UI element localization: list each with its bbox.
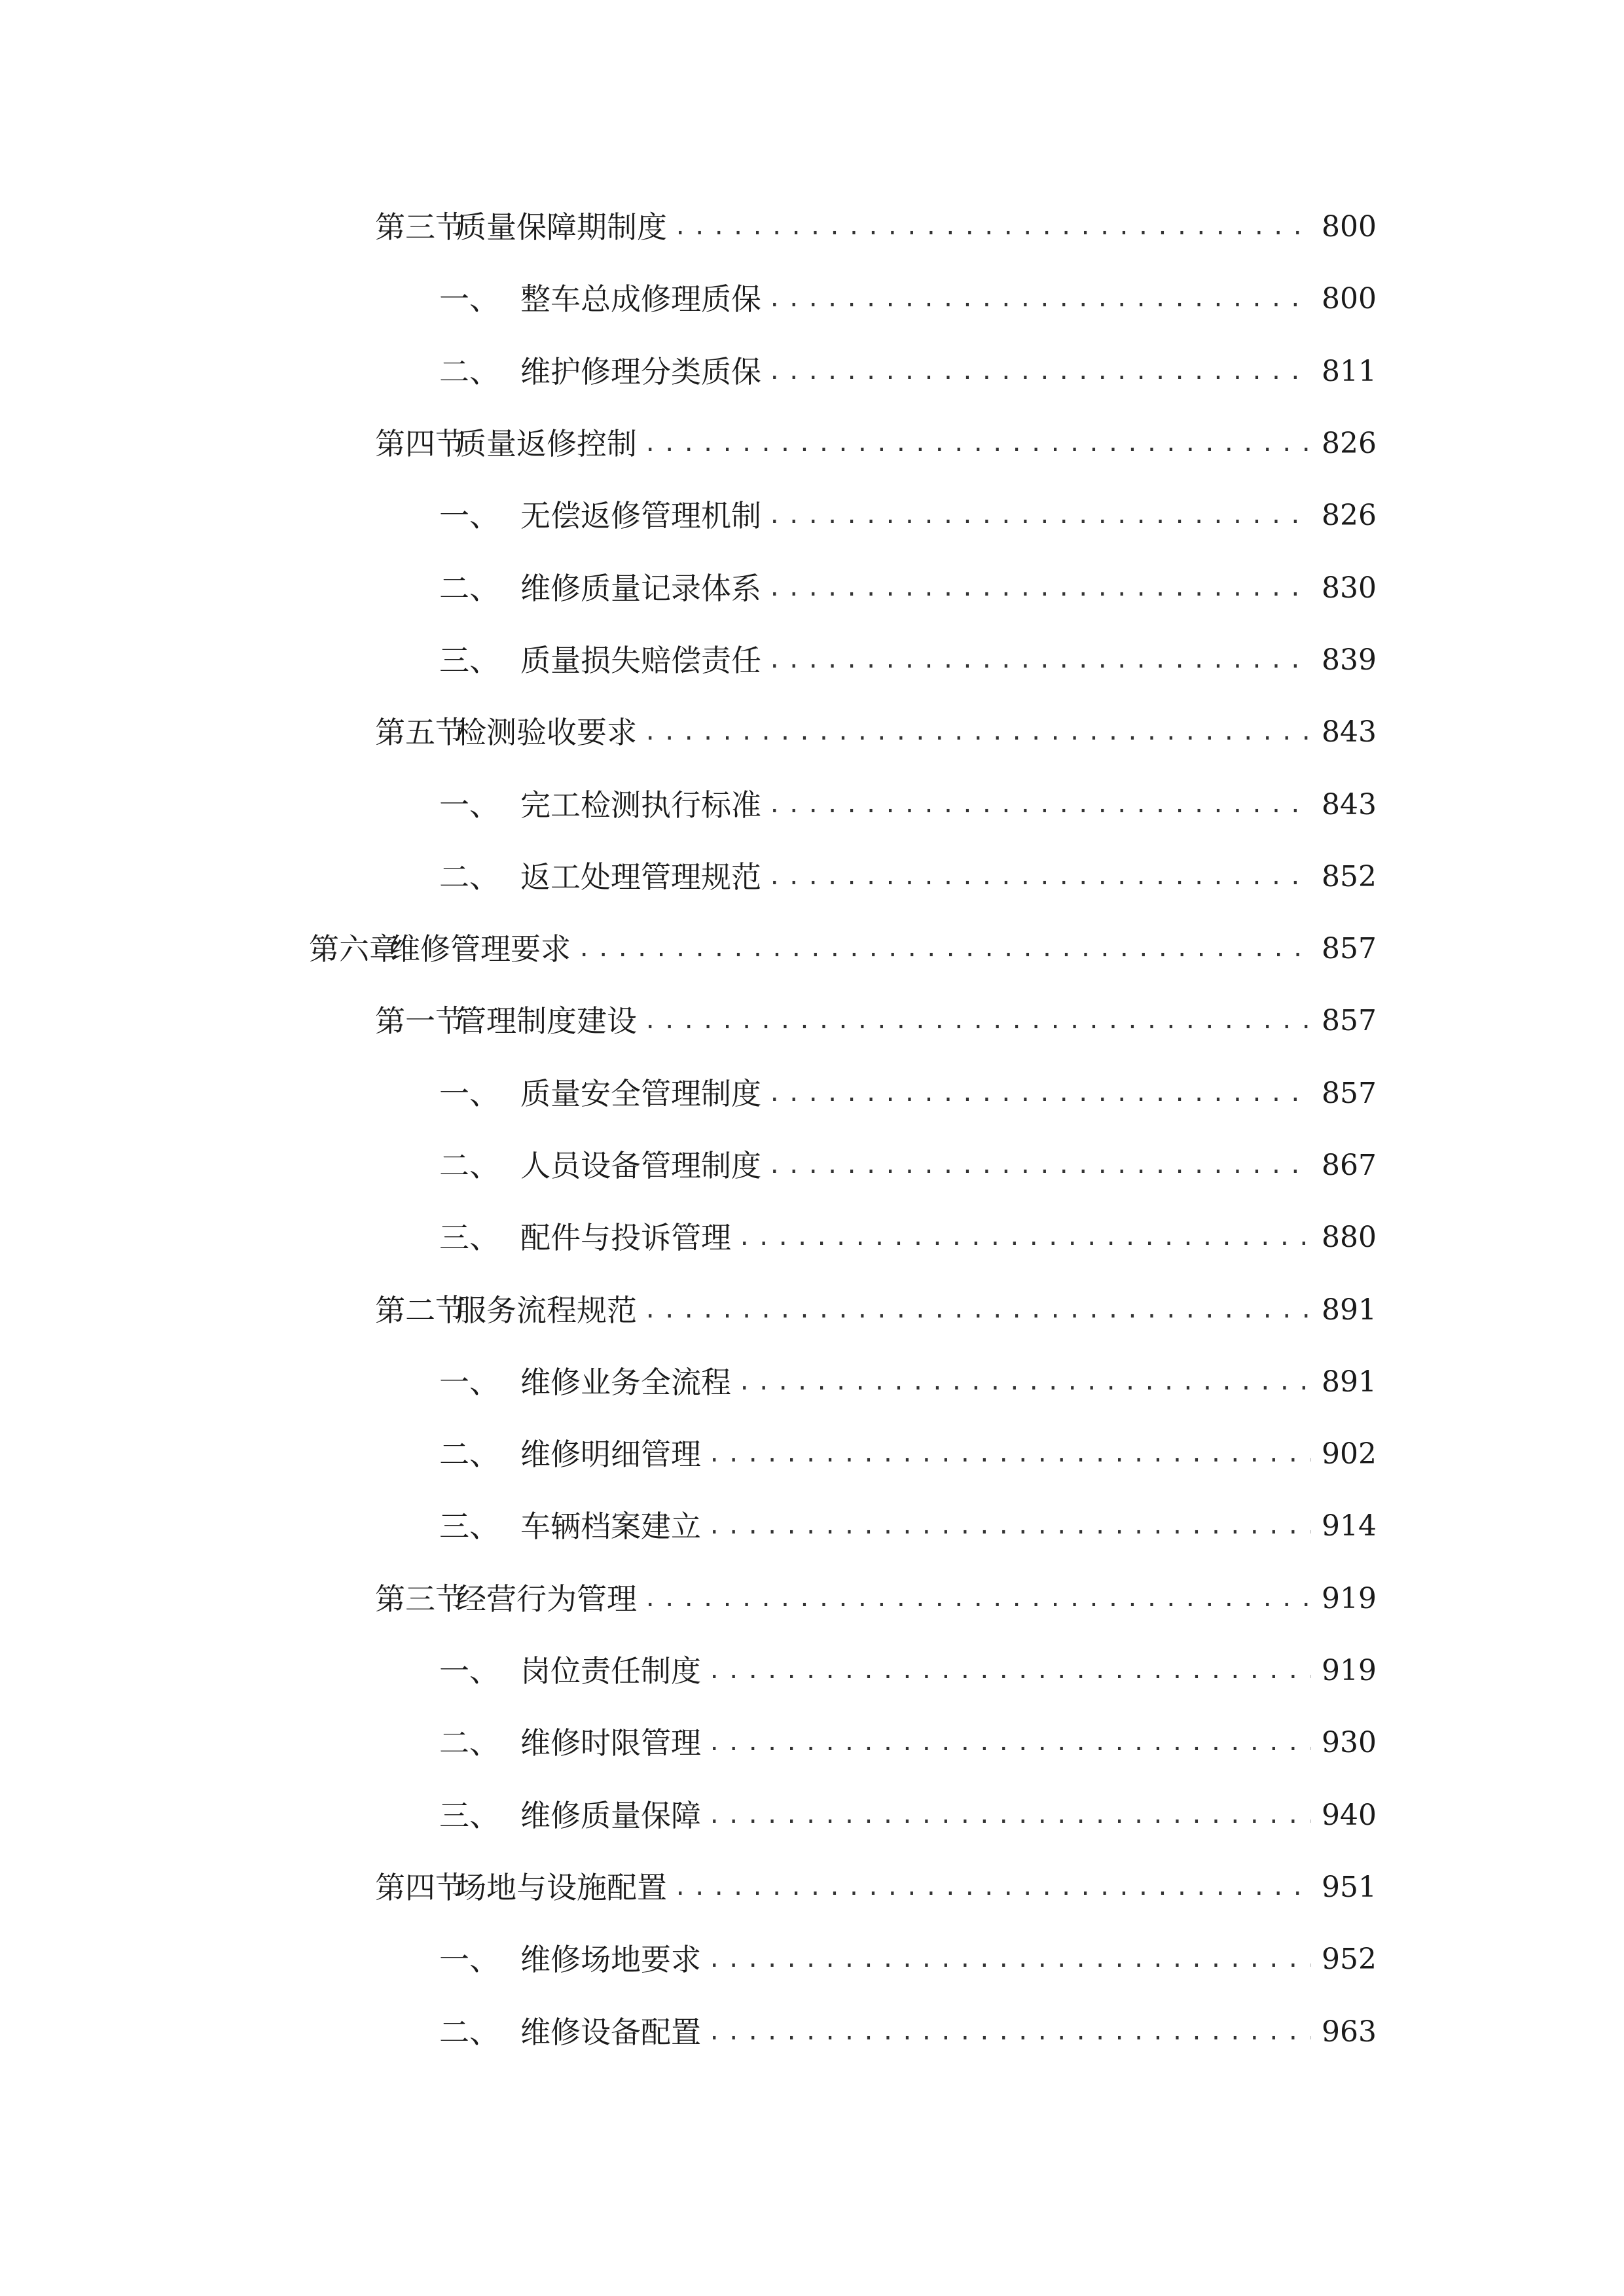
dot-leader [674, 216, 1311, 246]
toc-entry-title: 维修管理要求 [390, 931, 571, 967]
toc-entry-page: 891 [1322, 1293, 1377, 1327]
toc-entry-title: 检测验收要求 [456, 715, 637, 751]
toc-entry-page: 919 [1322, 1654, 1377, 1688]
toc-entry-title: 整车总成修理质保 [520, 281, 761, 317]
toc-entry-number: 二、 [439, 353, 499, 389]
toc-entry[interactable] [0, 408, 1624, 480]
dot-leader [768, 1155, 1311, 1185]
toc-entry-page: 843 [1322, 787, 1377, 821]
toc-entry[interactable] [0, 985, 1624, 1057]
toc-entry-page: 857 [1322, 1076, 1377, 1110]
toc-entry-title: 返工处理管理规范 [520, 859, 761, 895]
toc-entry-title: 配件与投诉管理 [520, 1220, 731, 1256]
toc-entry-title: 车辆档案建立 [520, 1509, 701, 1545]
toc-entry-title: 管理制度建设 [456, 1003, 637, 1039]
toc-entry-number: 二、 [439, 570, 499, 606]
toc-entry[interactable] [0, 1852, 1624, 1924]
toc-entry-page: 800 [1322, 282, 1377, 316]
toc-entry-title: 质量损失赔偿责任 [520, 642, 761, 678]
toc-entry-page: 951 [1322, 1870, 1377, 1904]
toc-entry-page: 857 [1322, 1004, 1377, 1038]
dot-leader [738, 1371, 1311, 1401]
toc-entry-number: 三、 [439, 1509, 499, 1545]
toc-entry-number: 一、 [439, 1075, 499, 1111]
dot-leader [577, 938, 1311, 968]
toc-entry-page: 800 [1322, 210, 1377, 244]
toc-entry-title: 服务流程规范 [456, 1292, 637, 1328]
toc-entry-page: 857 [1322, 932, 1377, 966]
toc-entry-number: 一、 [439, 498, 499, 534]
dot-leader [768, 794, 1311, 824]
toc-entry-number: 第三节 [375, 1581, 465, 1617]
dot-leader [708, 2021, 1311, 2051]
dot-leader [643, 1010, 1311, 1040]
toc-entry[interactable] [0, 696, 1624, 768]
toc-entry-title: 场地与设施配置 [456, 1869, 667, 1905]
toc-entry-page: 839 [1322, 643, 1377, 677]
toc-entry-title: 质量返修控制 [456, 426, 637, 462]
toc-entry-page: 919 [1322, 1581, 1377, 1615]
toc-entry-page: 826 [1322, 427, 1377, 461]
dot-leader [738, 1227, 1311, 1257]
dot-leader [768, 649, 1311, 679]
toc-entry-page: 952 [1322, 1943, 1377, 1977]
dot-leader [643, 721, 1311, 751]
toc-entry-number: 第二节 [375, 1292, 465, 1328]
toc-entry-page: 930 [1322, 1726, 1377, 1760]
toc-entry-page: 963 [1322, 2015, 1377, 2049]
toc-entry[interactable] [0, 1780, 1624, 1852]
toc-entry-title: 维修场地要求 [520, 1942, 701, 1978]
toc-entry[interactable] [0, 1274, 1624, 1346]
toc-entry-page: 940 [1322, 1798, 1377, 1832]
toc-entry-page: 852 [1322, 859, 1377, 893]
dot-leader [643, 433, 1311, 463]
toc-entry-number: 第三节 [375, 209, 465, 245]
toc-entry-page: 891 [1322, 1365, 1377, 1399]
toc-entry-title: 维修业务全流程 [520, 1364, 731, 1400]
toc-entry-page: 902 [1322, 1437, 1377, 1471]
toc-entry-title: 岗位责任制度 [520, 1653, 701, 1689]
toc-entry-title: 维护修理分类质保 [520, 353, 761, 389]
toc-entry[interactable] [0, 263, 1624, 335]
toc-entry-number: 三、 [439, 1220, 499, 1256]
toc-entry-number: 二、 [439, 1437, 499, 1473]
toc-entry-number: 第一节 [375, 1003, 465, 1039]
toc-entry-number: 二、 [439, 859, 499, 895]
dot-leader [708, 1804, 1311, 1835]
toc-entry-title: 无偿返修管理机制 [520, 498, 761, 534]
toc-entry-page: 880 [1322, 1221, 1377, 1255]
toc-entry-page: 867 [1322, 1149, 1377, 1182]
dot-leader [768, 1083, 1311, 1113]
toc-entry[interactable] [0, 1490, 1624, 1562]
toc-entry[interactable] [0, 1996, 1624, 2068]
dot-leader [768, 577, 1311, 607]
toc-entry[interactable] [0, 1130, 1624, 1202]
toc-entry-number: 第四节 [375, 426, 465, 462]
toc-entry-number: 第四节 [375, 1869, 465, 1905]
toc-entry[interactable] [0, 336, 1624, 408]
toc-entry-title: 人员设备管理制度 [520, 1148, 761, 1183]
toc-entry-title: 质量保障期制度 [456, 209, 667, 245]
toc-entry-number: 一、 [439, 281, 499, 317]
toc-entry[interactable] [0, 841, 1624, 913]
dot-leader [708, 1732, 1311, 1762]
dot-leader [643, 1588, 1311, 1618]
dot-leader [768, 866, 1311, 896]
toc-entry[interactable] [0, 1707, 1624, 1779]
toc-entry-number: 第六章 [309, 931, 399, 967]
toc-entry-title: 质量安全管理制度 [520, 1075, 761, 1111]
toc-entry[interactable] [0, 1924, 1624, 1996]
dot-leader [708, 1660, 1311, 1690]
toc-entry[interactable] [0, 1346, 1624, 1418]
toc-entry-number: 二、 [439, 1148, 499, 1183]
toc-entry-page: 914 [1322, 1509, 1377, 1543]
toc-entry[interactable] [0, 1635, 1624, 1707]
toc-entry[interactable] [0, 552, 1624, 624]
toc-entry[interactable] [0, 1202, 1624, 1274]
dot-leader [643, 1299, 1311, 1329]
toc-entry-title: 维修质量保障 [520, 1797, 701, 1833]
table-of-contents [0, 191, 1624, 2068]
toc-entry-number: 第五节 [375, 715, 465, 751]
dot-leader [708, 1948, 1311, 1979]
toc-entry-number: 三、 [439, 1797, 499, 1833]
toc-entry-title: 完工检测执行标准 [520, 787, 761, 823]
toc-entry-number: 二、 [439, 1725, 499, 1761]
toc-entry-page: 826 [1322, 499, 1377, 533]
toc-entry-page: 811 [1322, 354, 1377, 388]
toc-entry[interactable] [0, 624, 1624, 696]
dot-leader [674, 1876, 1311, 1907]
toc-entry-page: 830 [1322, 571, 1377, 605]
toc-entry-number: 一、 [439, 787, 499, 823]
dot-leader [768, 505, 1311, 535]
toc-entry[interactable] [0, 191, 1624, 263]
toc-entry-number: 三、 [439, 642, 499, 678]
dot-leader [768, 361, 1311, 391]
toc-entry[interactable] [0, 1058, 1624, 1130]
dot-leader [708, 1443, 1311, 1473]
toc-entry[interactable] [0, 768, 1624, 840]
toc-entry-number: 一、 [439, 1653, 499, 1689]
toc-entry-number: 一、 [439, 1942, 499, 1978]
toc-entry-title: 维修质量记录体系 [520, 570, 761, 606]
toc-entry-number: 二、 [439, 2014, 499, 2050]
toc-entry-number: 一、 [439, 1364, 499, 1400]
toc-entry[interactable] [0, 913, 1624, 985]
toc-entry-title: 维修明细管理 [520, 1437, 701, 1473]
toc-entry-title: 维修时限管理 [520, 1725, 701, 1761]
toc-entry[interactable] [0, 1418, 1624, 1490]
toc-entry-title: 经营行为管理 [456, 1581, 637, 1617]
dot-leader [768, 288, 1311, 318]
toc-entry-page: 843 [1322, 715, 1377, 749]
toc-entry-title: 维修设备配置 [520, 2014, 701, 2050]
toc-entry[interactable] [0, 480, 1624, 552]
dot-leader [708, 1515, 1311, 1545]
toc-entry[interactable] [0, 1563, 1624, 1635]
